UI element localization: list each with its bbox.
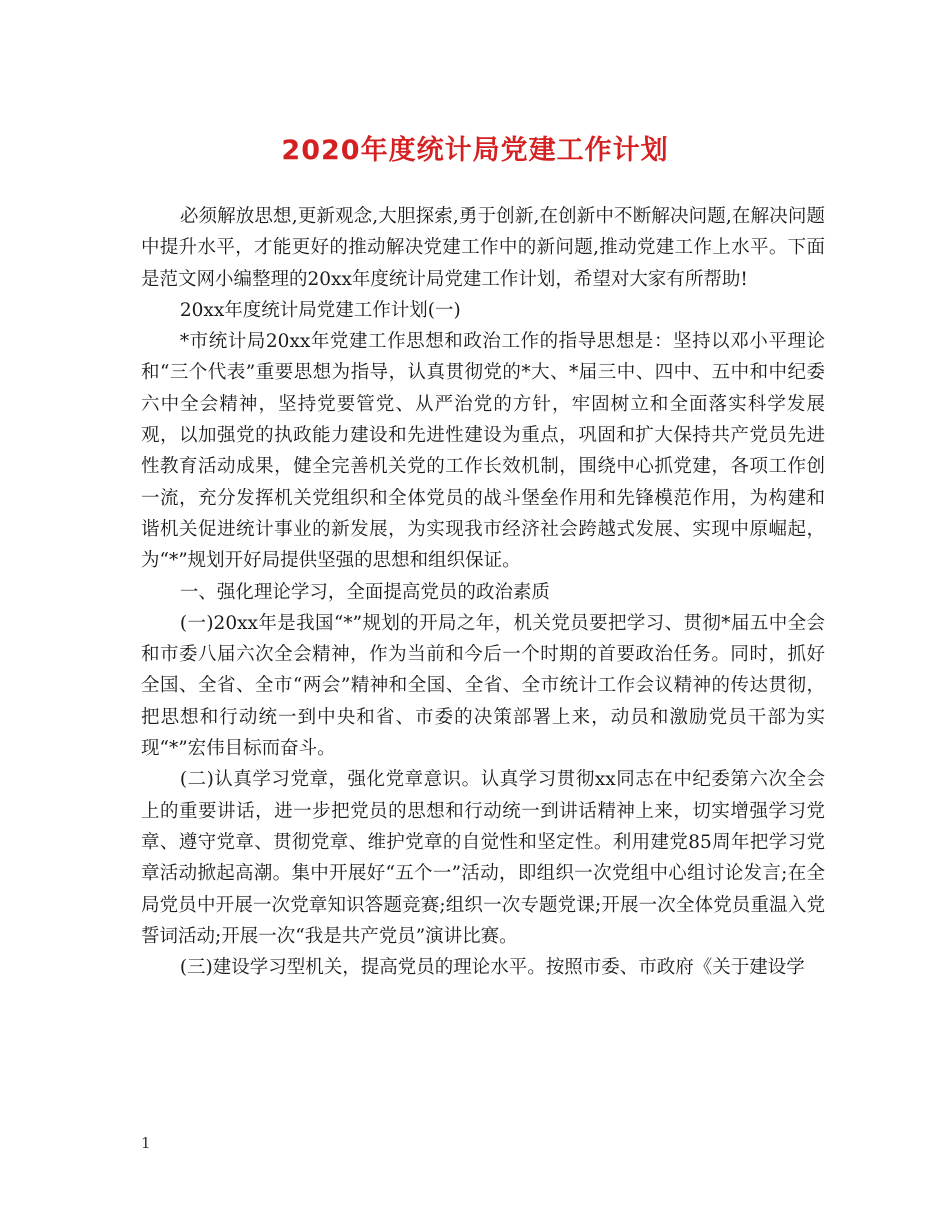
document-body	[141, 201, 825, 983]
page-number: 1	[141, 1134, 151, 1152]
paragraph-plan-heading: 20xx年度统计局党建工作计划(一)	[179, 299, 461, 321]
paragraph-intro: 必须解放思想,更新观念,大胆探索,勇于创新,在创新中不断解决问题,在解决问题中提升水平，才能更好的推动解决党建工作中的新问题,推动党建工作上水平。下面是范文网小编整理的20xx年度统计局党建工作计划，希望对大家有所帮助!	[141, 206, 825, 290]
paragraph-item-1: (一)20xx年是我国“*”规划的开局之年，机关党员要把学习、贯彻*届五中全会和市委八届六次全会精神，作为当前和今后一个时期的首要政治任务。同时，抓好全国、全省、全市“两会”精神和全国、全省、全市统计工作会议精神的传达贯彻，把思想和行动统一到中央和省、市委的决策部署上来，动员和激励党员干部为实现“*”宏伟目标而奋斗。	[141, 612, 825, 760]
paragraph-item-2: (二)认真学习党章，强化党章意识。认真学习贯彻xx同志在中纪委第六次全会上的重要讲话，进一步把党员的思想和行动统一到讲话精神上来，切实增强学习党章、遵守党章、贯彻党章、维护党章的自觉性和坚定性。利用建党85周年把学习党章活动掀起高潮。集中开展好“五个一”活动，即组织一次党组中心组讨论发言;在全局党员中开展一次党章知识答题竞赛;组织一次专题党课;开展一次全体党员重温入党誓词活动;开展一次“我是共产党员”演讲比赛。	[141, 769, 825, 947]
document-title: 2020年度统计局党建工作计划	[281, 135, 669, 166]
paragraph-item-3: (三)建设学习型机关，提高党员的理论水平。按照市委、市政府《关于建设学	[179, 957, 805, 979]
paragraph-guiding-thought: *市统计局20xx年党建工作思想和政治工作的指导思想是：坚持以邓小平理论和“三个代表”重要思想为指导，认真贯彻党的*大、*届三中、四中、五中和中纪委六中全会精神，坚持党要管党、从严治党的方针，牢固树立和全面落实科学发展观，以加强党的执政能力建设和先进性建设为重点，巩固和扩大保持共产党员先进性教育活动成果，健全完善机关党的工作长效机制，围绕中心抓党建，各项工作创一流，充分发挥机关党组织和全体党员的战斗堡垒作用和先锋模范作用，为构建和谐机关促进统计事业的新发展，为实现我市经济社会跨越式发展、实现中原崛起，为“*”规划开好局提供坚强的思想和组织保证。	[141, 331, 825, 572]
section-heading-theory-study: 一、强化理论学习，全面提高党员的政治素质	[179, 581, 550, 603]
